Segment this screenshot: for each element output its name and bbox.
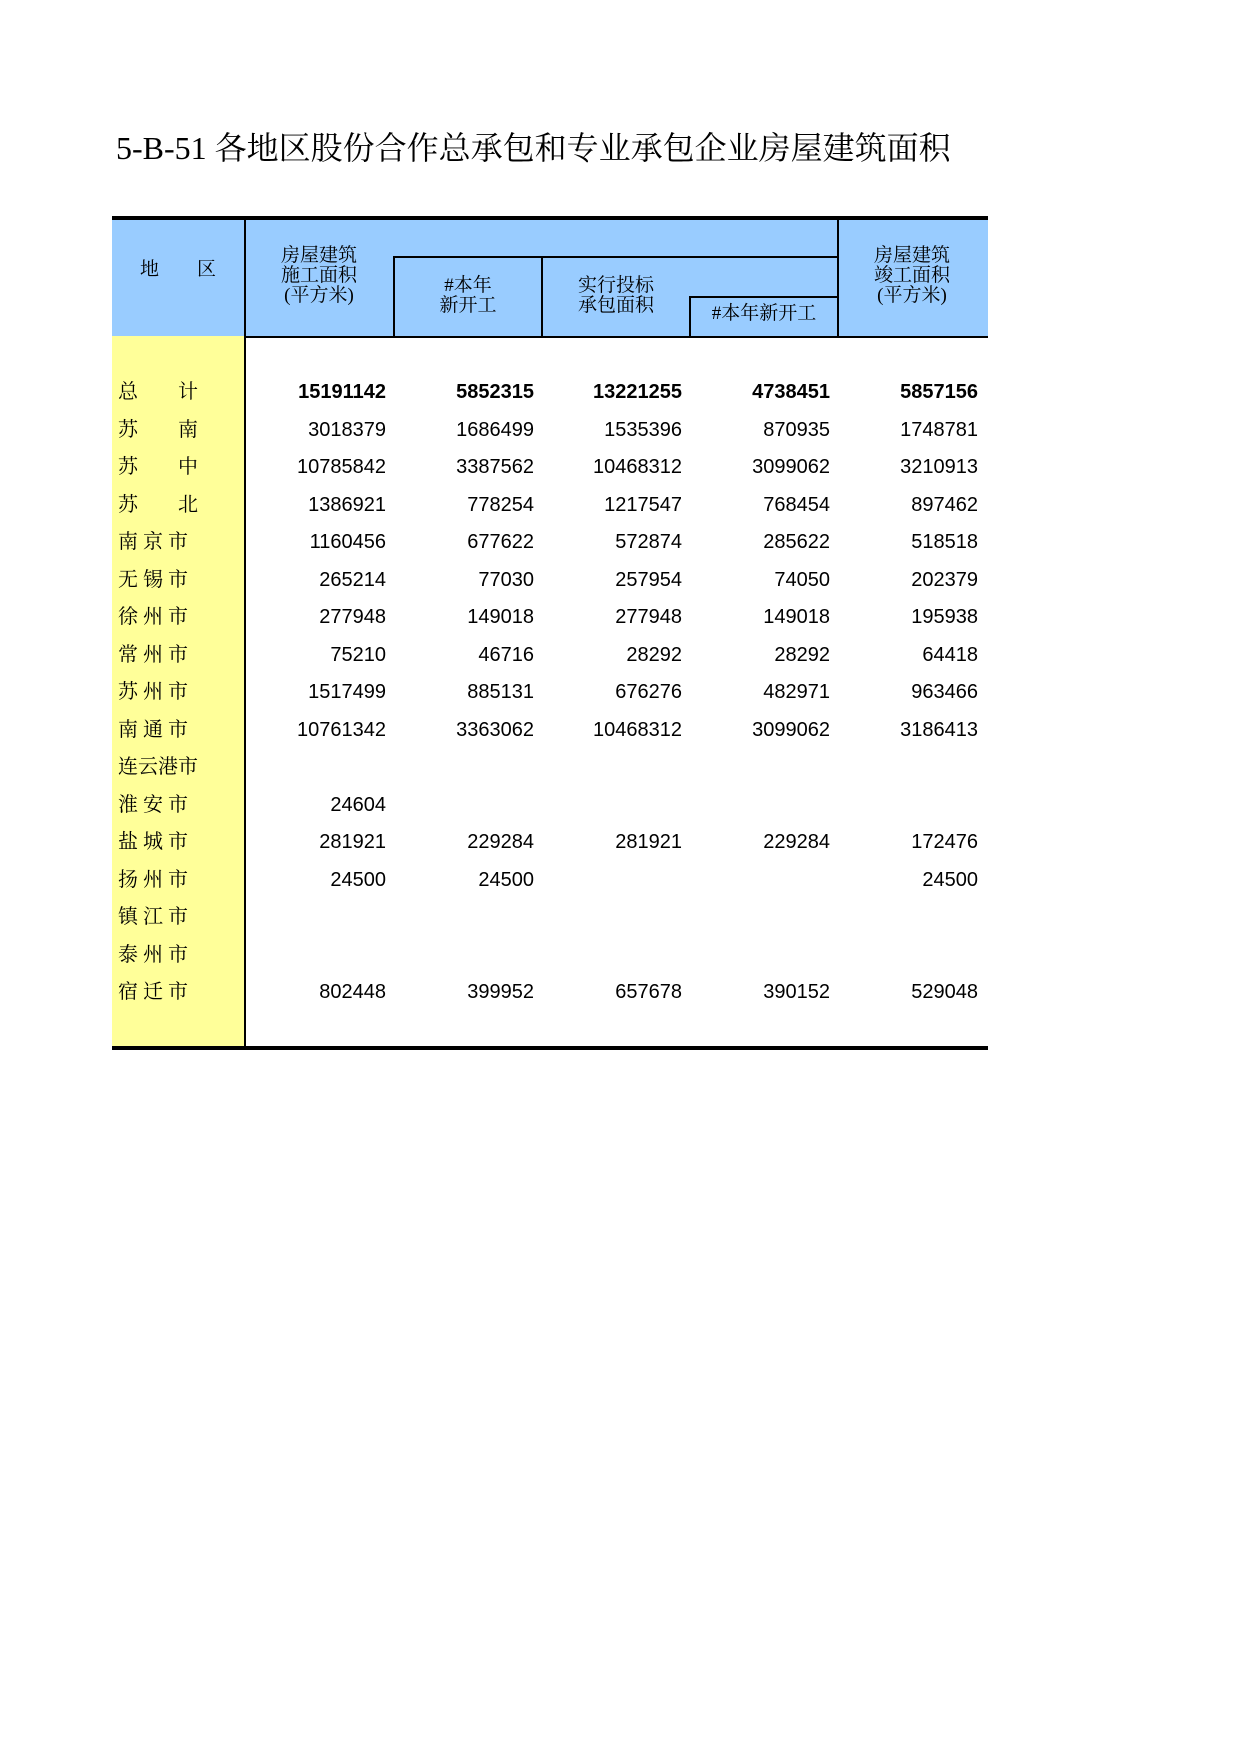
row-value-4: 74050 [774, 568, 830, 591]
row-value-3: 572874 [615, 531, 682, 553]
table-row [112, 562, 988, 600]
row-value-3: 28292 [626, 643, 682, 666]
row-region: 常 州 市 [118, 643, 188, 666]
row-value-4: 4738451 [752, 381, 830, 403]
row-value-5: 3210913 [900, 456, 978, 478]
row-region: 南 通 市 [118, 718, 188, 741]
header-completed-area [839, 246, 985, 306]
table-row [112, 487, 988, 525]
row-value-5: 24500 [922, 868, 978, 891]
table-row [112, 862, 988, 900]
row-value-1: 281921 [319, 831, 386, 853]
row-value-5: 518518 [911, 531, 978, 553]
row-value-4: 870935 [763, 418, 830, 441]
table-row [112, 674, 988, 712]
header-construction-area-line1: 房屋建筑 [280, 245, 357, 266]
header-construction-area-line2: 施工面积 [280, 265, 357, 286]
header-construction-area [246, 246, 392, 306]
row-value-1: 265214 [319, 568, 386, 591]
row-region: 淮 安 市 [118, 793, 188, 816]
row-value-1: 1160456 [309, 531, 386, 553]
header-construction-area-line3: (平方米) [284, 285, 354, 306]
table-row [112, 637, 988, 675]
header-bid-area [543, 276, 689, 316]
row-value-1: 1517499 [308, 681, 386, 703]
row-value-1: 10761342 [297, 718, 386, 741]
row-region: 镇 江 市 [118, 906, 188, 928]
row-value-4: 28292 [774, 643, 830, 666]
row-region: 苏 北 [118, 493, 198, 516]
row-value-3: 277948 [615, 606, 682, 628]
row-value-4: 482971 [763, 681, 830, 703]
row-region: 盐 城 市 [118, 831, 188, 853]
row-value-5: 195938 [911, 606, 978, 628]
row-region: 连云港市 [118, 756, 198, 778]
row-value-3: 1217547 [604, 493, 682, 516]
row-value-3: 10468312 [593, 718, 682, 741]
row-value-1: 75210 [330, 643, 386, 666]
row-region: 南 京 市 [118, 531, 188, 553]
row-value-2: 885131 [467, 681, 534, 703]
row-value-4: 3099062 [752, 718, 830, 741]
row-value-1: 1386921 [308, 493, 386, 516]
row-value-1: 802448 [319, 981, 386, 1003]
row-value-3: 657678 [615, 981, 682, 1003]
row-value-4: 229284 [763, 831, 830, 853]
table-row [112, 974, 988, 1012]
row-value-4: 390152 [763, 981, 830, 1003]
row-region: 苏 中 [118, 456, 198, 478]
row-value-2: 1686499 [456, 418, 534, 441]
table-body [112, 336, 988, 1050]
row-value-5: 529048 [911, 981, 978, 1003]
row-region: 总 计 [118, 381, 198, 403]
header-bid-new-start: #本年新开工 [711, 303, 817, 324]
header-bid-area-line2: 承包面积 [577, 295, 654, 316]
table-row [112, 524, 988, 562]
table-row [112, 449, 988, 487]
row-value-5: 1748781 [900, 418, 978, 441]
row-value-2: 46716 [478, 643, 534, 666]
table-row-total [112, 374, 988, 412]
row-value-2: 229284 [467, 831, 534, 853]
row-value-2: 3387562 [456, 456, 534, 478]
table-row [112, 412, 988, 450]
row-region: 扬 州 市 [118, 868, 188, 891]
table-row [112, 787, 988, 825]
row-value-1: 15191142 [298, 381, 386, 403]
table-header [112, 216, 988, 336]
row-value-1: 24500 [330, 868, 386, 891]
header-new-start [395, 276, 541, 316]
row-region: 徐 州 市 [118, 606, 188, 628]
row-region: 宿 迁 市 [118, 981, 188, 1003]
row-value-1: 10785842 [297, 456, 386, 478]
table-title: 5-B-51 各地区股份合作总承包和专业承包企业房屋建筑面积 [116, 130, 951, 166]
row-value-5: 963466 [911, 681, 978, 703]
row-value-3: 1535396 [604, 418, 682, 441]
row-value-5: 172476 [911, 831, 978, 853]
row-value-2: 778254 [467, 493, 534, 516]
row-region: 苏 南 [118, 418, 198, 441]
row-region: 苏 州 市 [118, 681, 188, 703]
row-value-3: 281921 [615, 831, 682, 853]
header-completed-area-line1: 房屋建筑 [873, 245, 950, 266]
row-value-5: 3186413 [900, 718, 978, 741]
row-value-5: 202379 [911, 568, 978, 591]
row-value-5: 64418 [922, 643, 978, 666]
row-value-3: 676276 [615, 681, 682, 703]
row-value-3: 257954 [615, 568, 682, 591]
row-value-5: 5857156 [900, 381, 978, 403]
row-region: 无 锡 市 [118, 568, 188, 591]
statistics-table [112, 216, 988, 1050]
row-value-1: 3018379 [308, 418, 386, 441]
row-value-4: 3099062 [752, 456, 830, 478]
table-rows [112, 374, 988, 1012]
header-bid-area-line1: 实行投标 [577, 275, 654, 296]
row-value-2: 149018 [467, 606, 534, 628]
table-row [112, 599, 988, 637]
row-value-2: 399952 [467, 981, 534, 1003]
row-value-2: 5852315 [456, 381, 534, 403]
row-value-4: 285622 [763, 531, 830, 553]
header-completed-area-line3: (平方米) [877, 285, 947, 306]
header-completed-area-line2: 竣工面积 [873, 265, 950, 286]
row-value-2: 77030 [478, 568, 534, 591]
header-new-start-line2: 新开工 [439, 295, 497, 316]
table-row [112, 824, 988, 862]
row-value-3: 13221255 [593, 381, 682, 403]
row-value-2: 24500 [478, 868, 534, 891]
row-region: 泰 州 市 [118, 943, 188, 966]
header-new-start-line1: #本年 [444, 275, 492, 296]
table-row [112, 749, 988, 787]
table-row [112, 899, 988, 937]
row-value-2: 3363062 [456, 718, 534, 741]
row-value-2: 677622 [467, 531, 534, 553]
table-row [112, 937, 988, 975]
row-value-3: 10468312 [593, 456, 682, 478]
row-value-4: 149018 [763, 606, 830, 628]
row-value-5: 897462 [911, 493, 978, 516]
header-region: 地 区 [139, 259, 216, 280]
row-value-4: 768454 [763, 493, 830, 516]
row-value-1: 24604 [330, 793, 386, 816]
table-row [112, 712, 988, 750]
row-value-1: 277948 [319, 606, 386, 628]
